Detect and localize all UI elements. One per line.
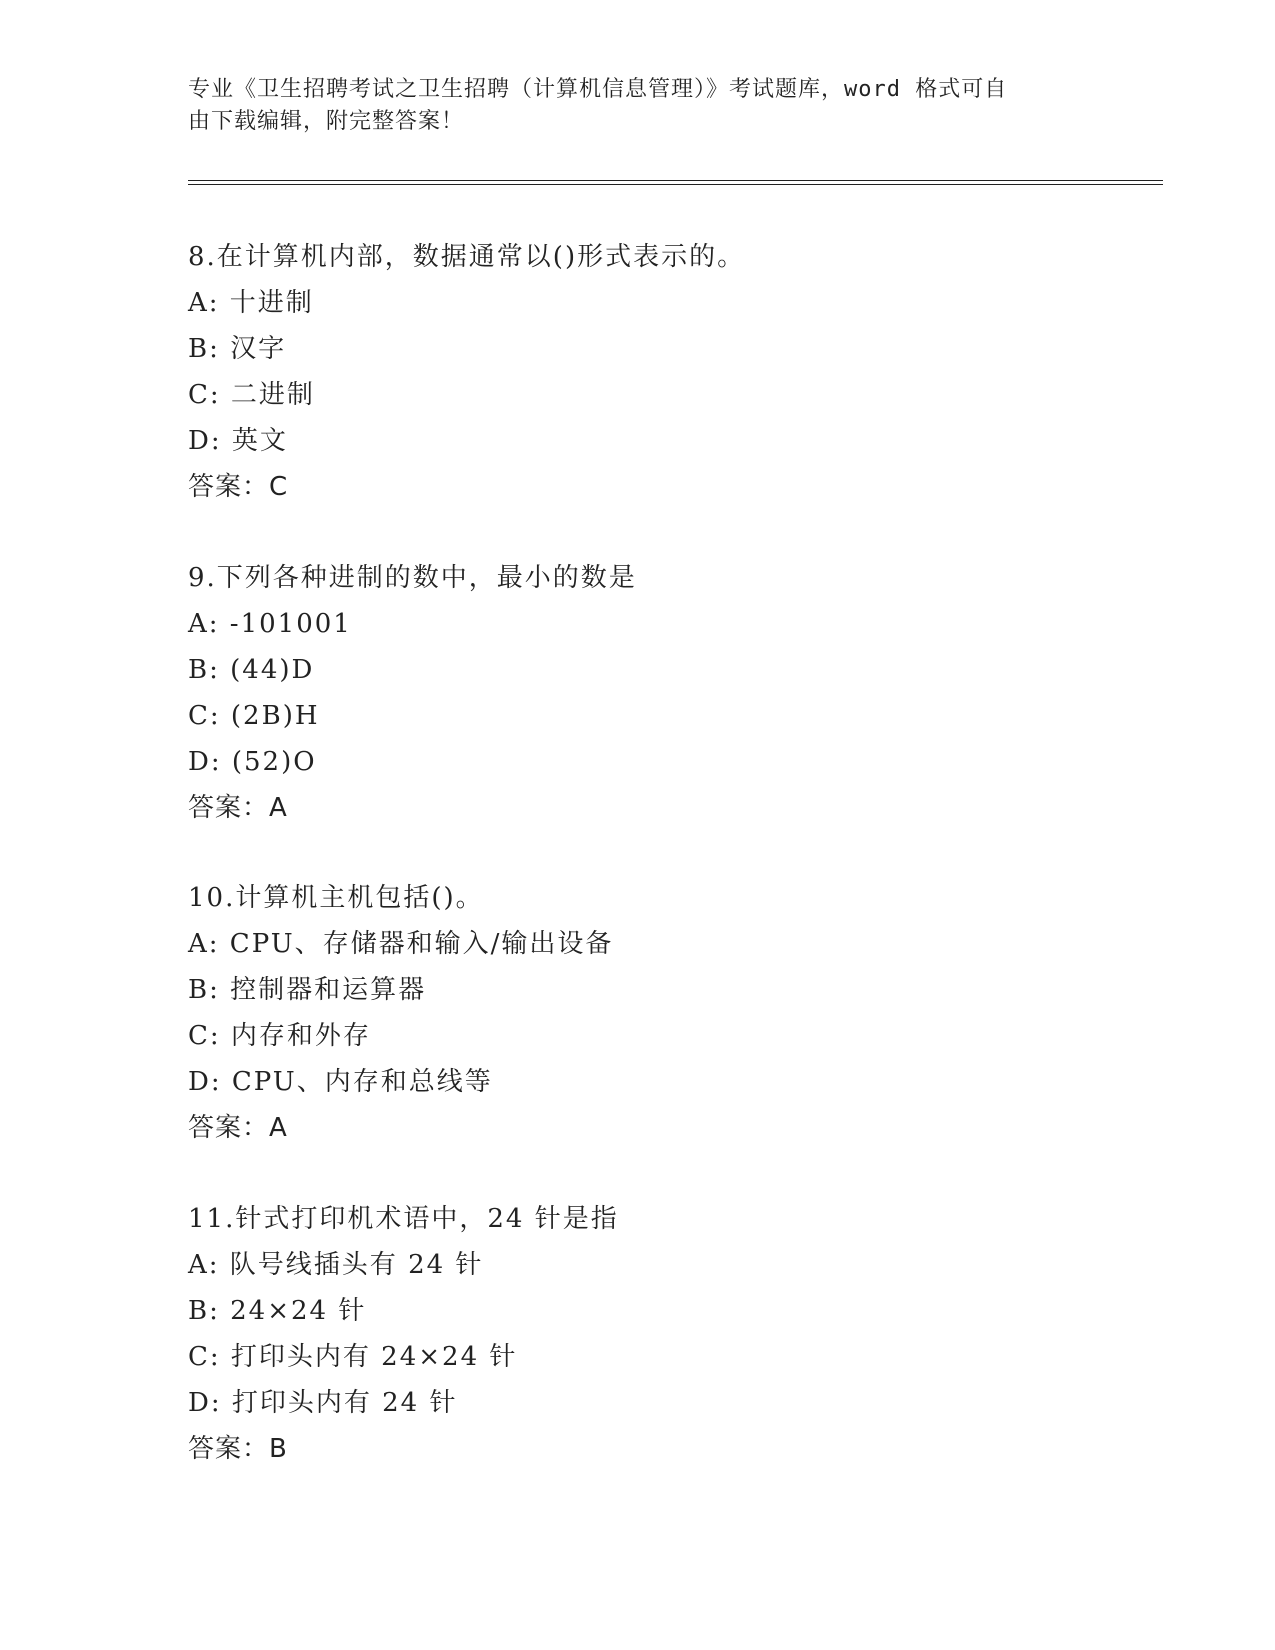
question-block bbox=[188, 234, 1138, 510]
question-stem: 11.针式打印机术语中，24 针是指 bbox=[188, 1204, 619, 1234]
option-b: B: 汉字 bbox=[188, 334, 287, 364]
option-b: B: 控制器和运算器 bbox=[188, 975, 427, 1005]
answer-line: 答案：C bbox=[188, 472, 289, 502]
answer-line: 答案：B bbox=[188, 1434, 288, 1464]
option-a: A: -101001 bbox=[188, 609, 352, 639]
option-d: D: CPU、内存和总线等 bbox=[188, 1067, 493, 1097]
header-divider-bottom bbox=[188, 184, 1163, 185]
option-d: D: (52)O bbox=[188, 747, 317, 777]
option-c: C: 内存和外存 bbox=[188, 1021, 371, 1051]
question-stem: 8.在计算机内部，数据通常以()形式表示的。 bbox=[188, 242, 746, 272]
question-block bbox=[188, 1196, 1138, 1472]
header-line-1: 专业《卫生招聘考试之卫生招聘（计算机信息管理）》考试题库，word 格式可自 bbox=[188, 77, 1008, 102]
option-c: C: 打印头内有 24×24 针 bbox=[188, 1342, 518, 1372]
option-c: C: 二进制 bbox=[188, 380, 315, 410]
option-d: D: 打印头内有 24 针 bbox=[188, 1388, 458, 1418]
option-b: B: (44)D bbox=[188, 655, 315, 685]
header-line-2: 由下载编辑，附完整答案！ bbox=[188, 109, 465, 134]
option-c: C: (2B)H bbox=[188, 701, 320, 731]
question-block bbox=[188, 555, 1138, 831]
option-a: A: 十进制 bbox=[188, 288, 314, 318]
option-b: B: 24×24 针 bbox=[188, 1296, 367, 1326]
question-stem: 9.下列各种进制的数中，最小的数是 bbox=[188, 563, 637, 593]
answer-line: 答案：A bbox=[188, 793, 288, 823]
option-a: A: 队号线插头有 24 针 bbox=[188, 1250, 484, 1280]
document-header bbox=[188, 74, 1088, 138]
question-stem: 10.计算机主机包括()。 bbox=[188, 883, 484, 913]
option-a: A: CPU、存储器和输入/输出设备 bbox=[188, 929, 614, 959]
question-block bbox=[188, 875, 1138, 1151]
answer-line: 答案：A bbox=[188, 1113, 288, 1143]
header-divider-top bbox=[188, 180, 1163, 181]
option-d: D: 英文 bbox=[188, 426, 288, 456]
